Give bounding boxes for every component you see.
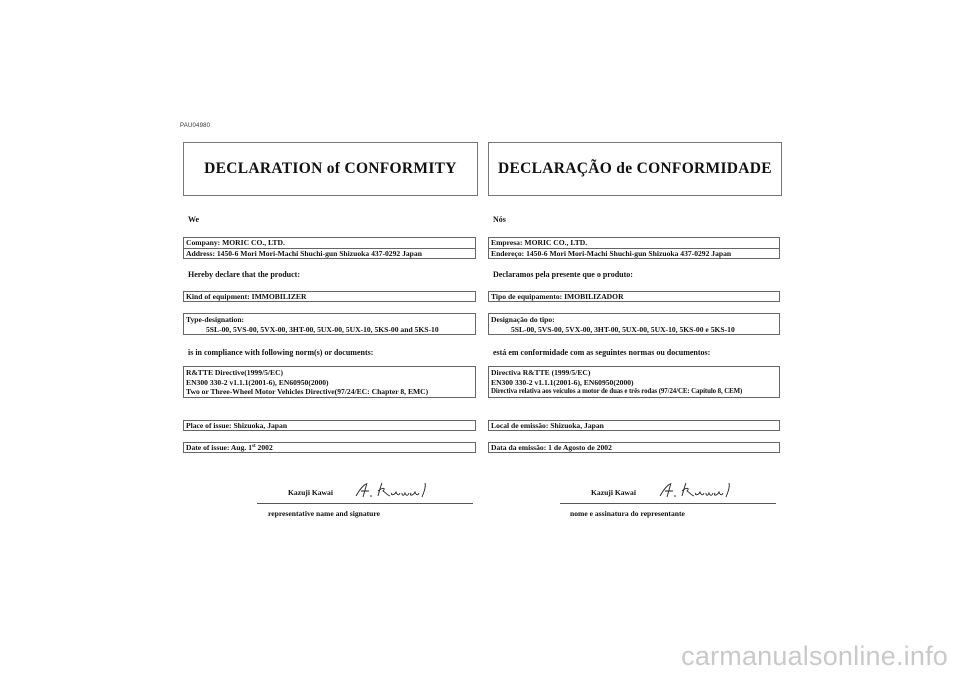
- company-box-pt: [488, 237, 780, 259]
- signature-line-pt: [560, 503, 776, 504]
- declaration-title-en: DECLARATION of CONFORMITY: [183, 142, 478, 196]
- signature-image-pt: [656, 479, 736, 501]
- company-box-en: [183, 237, 476, 259]
- date-sup-en: st: [252, 444, 256, 449]
- type-box-pt: [488, 313, 780, 335]
- compliance-label-pt: está em conformidade com as seguintes normas ou documentos:: [493, 348, 711, 357]
- signature-image-en: [352, 479, 432, 501]
- date-prefix-en: Date of issue: Aug. 1: [186, 443, 253, 452]
- declare-label-pt: Declaramos pela presente que o produto:: [493, 270, 633, 279]
- type-box-en: [183, 313, 476, 335]
- company-field-en: Company: MORIC CO., LTD.: [186, 238, 285, 247]
- signer-name-pt: Kazuji Kawai: [591, 488, 636, 497]
- company-field-pt: Empresa: MORIC CO., LTD.: [491, 238, 588, 247]
- norm-2-en: EN300 330-2 v1.1.1(2001-6), EN60950(2000): [186, 377, 329, 387]
- page-code: PAU04980: [180, 123, 211, 129]
- norm-3-en: Two or Three-Wheel Motor Vehicles Directive(97/24/EC: Chapter 8, EMC): [186, 387, 429, 397]
- type-values-en: 5SL-00, 5VS-00, 5VX-00, 3HT-00, 5UX-00, 5UX-10, 5KS-00 and 5KS-10: [206, 324, 439, 334]
- norms-box-pt: [488, 366, 780, 398]
- type-label-pt: Designação do tipo:: [491, 315, 555, 324]
- signature-line-en: [257, 503, 473, 504]
- we-label-pt: Nós: [493, 215, 506, 224]
- date-field-pt: Data da emissão: 1 de Agosto de 2002: [488, 442, 780, 453]
- we-label-en: We: [188, 215, 200, 224]
- type-values-pt: 5SL-00, 5VS-00, 5VX-00, 3HT-00, 5UX-00, 5UX-10, 5KS-00 e 5KS-10: [511, 324, 735, 334]
- date-suffix-en: 2002: [255, 443, 273, 452]
- kind-field-pt: Tipo de equipamento: IMOBILIZADOR: [488, 291, 780, 302]
- address-field-en: Address: 1450-6 Mori Mori-Machi Shuchi-gun Shizuoka 437-0292 Japan: [184, 248, 475, 259]
- type-label-en: Type-designation:: [186, 315, 245, 324]
- place-field-en: Place of issue: Shizuoka, Japan: [183, 420, 476, 431]
- address-field-pt: Endereço: 1450-6 Mori Mori-Machi Shuchi-gun Shizuoka 437-0292 Japan: [489, 248, 779, 259]
- norm-1-pt: Directiva R&TTE (1999/5/EC): [491, 368, 591, 377]
- signature-caption-en: representative name and signature: [268, 509, 381, 518]
- declaration-title-pt: DECLARAÇÃO de CONFORMIDADE: [488, 142, 782, 196]
- norm-1-en: R&TTE Directive(1999/5/EC): [186, 368, 284, 377]
- norm-2-pt: EN300 330-2 v1.1.1(2001-6), EN60950(2000): [491, 377, 634, 387]
- signature-caption-pt: nome e assinatura do representante: [570, 509, 685, 518]
- declare-label-en: Hereby declare that the product:: [188, 270, 300, 279]
- compliance-label-en: is in compliance with following norm(s) or documents:: [188, 348, 374, 357]
- date-field-en: [183, 442, 476, 453]
- watermark-text: carmanualsonline.info: [681, 641, 948, 671]
- kind-field-en: Kind of equipment: IMMOBILIZER: [183, 291, 476, 302]
- norms-box-en: [183, 366, 476, 398]
- norm-3-pt: Directiva relativa aos veículos a motor de duas e três rodas (97/24/CE: Capítulo 8, CEM): [491, 388, 743, 396]
- place-field-pt: Local de emissão: Shizuoka, Japan: [488, 420, 780, 431]
- signer-name-en: Kazuji Kawai: [288, 488, 333, 497]
